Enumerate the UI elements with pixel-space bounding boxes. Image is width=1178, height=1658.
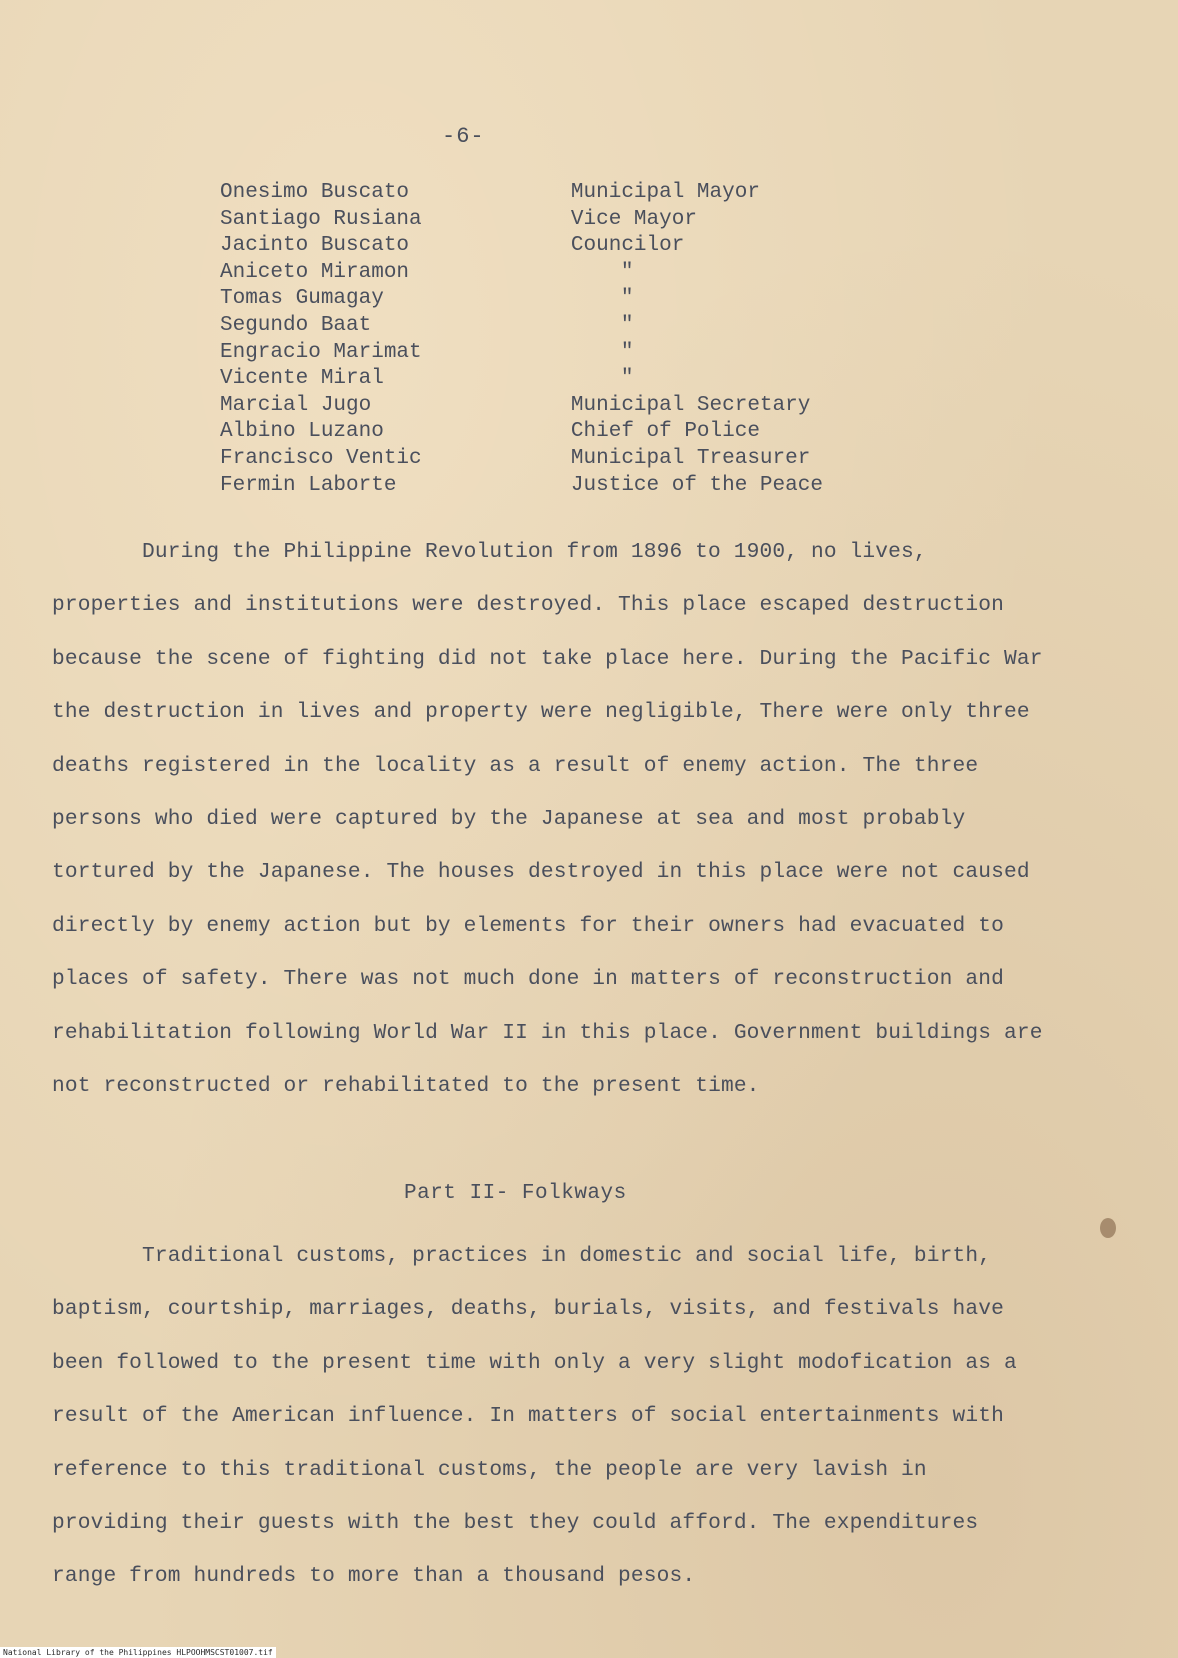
paragraph-history: During the Philippine Revolution from 1896 to 1900, no lives, properties and institutions were destroyed. This place escaped destruction because the scene of fighting did not take place here. During the Pacific War the destruction in lives and property were negligible, There were only three deaths registered in the locality as a result of enemy action. The three persons who died were captured by the Japanese at sea and most probably tortured by the Japanese. The houses destroyed in this place were not caused directly by enemy action but by elements for their owners had evacuated to places of safety. There was not much done in matters of reconstruction and rehabilitation following World War II in this place. Government buildings are not reconstructed or rehabilitated to the present time. [52, 540, 1043, 1099]
official-position: Justice of the Peace [570, 473, 823, 497]
official-row [220, 286, 860, 313]
official-name: Segundo Baat [220, 313, 372, 337]
official-position: " [620, 313, 634, 337]
official-position: " [620, 367, 634, 391]
official-row [220, 473, 860, 500]
official-row [220, 180, 860, 207]
official-name: Albino Luzano [220, 420, 384, 444]
official-name: Santiago Rusiana [220, 207, 422, 231]
official-position: " [620, 287, 634, 311]
official-name: Marcial Jugo [220, 393, 372, 417]
official-position: " [620, 340, 634, 364]
official-position: " [620, 260, 634, 284]
archive-footer: National Library of the Philippines HLPOOHMSCST01007.tif [0, 1647, 276, 1658]
page-number: -6- [442, 124, 485, 149]
official-name: Jacinto Buscato [220, 234, 410, 258]
official-name: Tomas Gumagay [220, 287, 384, 311]
official-position: Chief of Police [570, 420, 760, 444]
paragraph-folkways: Traditional customs, practices in domestic and social life, birth, baptism, courtship, marriages, deaths, burials, visits, and festivals have been followed to the present time with only a very slight modofication as a result of the American influence. In matters of social entertainments with reference to this traditional customs, the people are very lavish in providing their guests with the best they could afford. The expenditures range from hundreds to more than a thousand pesos. [52, 1244, 1017, 1589]
officials-list [220, 180, 860, 499]
official-row [220, 207, 860, 234]
official-name: Engracio Marimat [220, 340, 422, 364]
official-position: Municipal Treasurer [570, 446, 811, 470]
official-row [220, 233, 860, 260]
official-name: Aniceto Miramon [220, 260, 410, 284]
official-row [220, 340, 860, 367]
official-name: Francisco Ventic [220, 446, 422, 470]
section-heading: Part II- Folkways [404, 1182, 627, 1205]
official-position: Vice Mayor [570, 207, 697, 231]
official-position: Councilor [570, 234, 685, 258]
official-row [220, 313, 860, 340]
official-name: Vicente Miral [220, 367, 384, 391]
official-row [220, 260, 860, 287]
official-name: Onesimo Buscato [220, 181, 410, 204]
official-row [220, 446, 860, 473]
ink-stain [1100, 1218, 1116, 1238]
official-position: Municipal Mayor [570, 181, 760, 204]
official-row [220, 419, 860, 446]
official-position: Municipal Secretary [570, 393, 811, 417]
official-name: Fermin Laborte [220, 473, 397, 497]
official-row [220, 393, 860, 420]
official-row [220, 366, 860, 393]
